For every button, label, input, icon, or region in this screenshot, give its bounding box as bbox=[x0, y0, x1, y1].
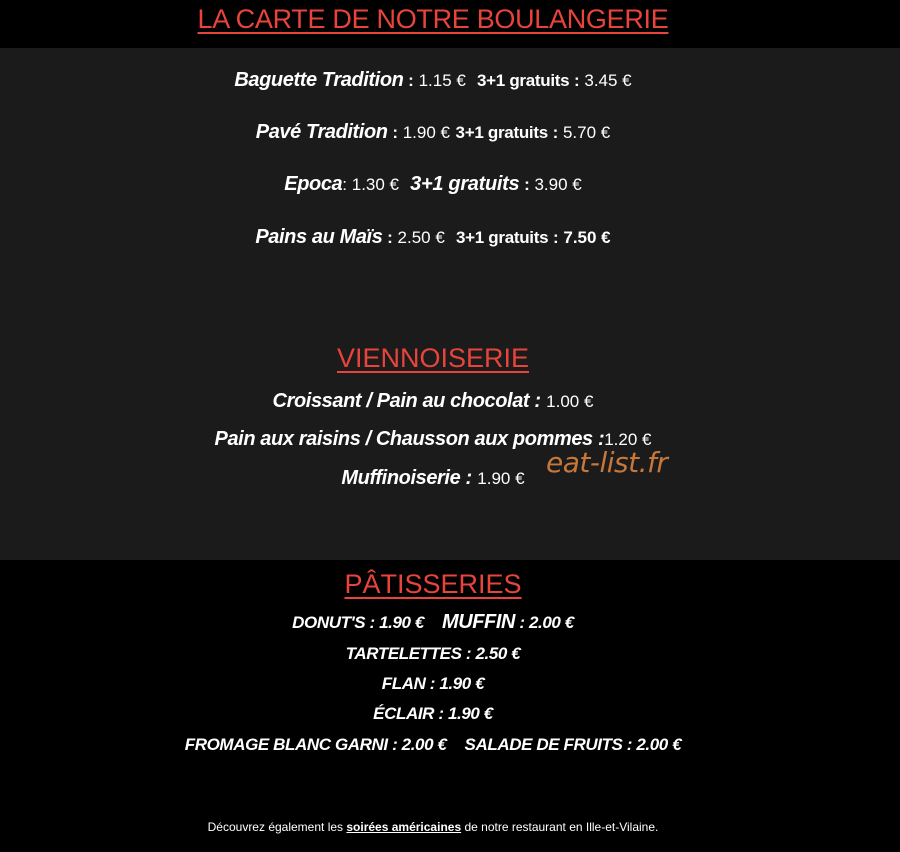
item-name: Pain aux raisins / Chausson aux pommes : bbox=[214, 428, 605, 450]
menu-item-epoca bbox=[0, 173, 866, 196]
menu-item-muffinoiserie bbox=[0, 467, 866, 490]
menu-item-pave bbox=[0, 121, 866, 144]
promo-sep: : bbox=[547, 123, 563, 142]
section-title-patisseries: PÂTISSERIES bbox=[344, 569, 522, 599]
promo-price: 5.70 € bbox=[562, 123, 611, 142]
item-price: 1.15 € bbox=[418, 71, 466, 90]
item-name: Muffinoiserie : bbox=[341, 467, 472, 489]
promo-label: 3+1 gratuits bbox=[455, 228, 549, 247]
promo-sep: : bbox=[548, 228, 564, 247]
soirees-americaines-link[interactable]: soirées américaines bbox=[346, 820, 462, 834]
pastry-line bbox=[0, 611, 866, 634]
footer-prefix: Découvrez également les bbox=[207, 820, 347, 834]
section-title-boulangerie: LA CARTE DE NOTRE BOULANGERIE bbox=[197, 4, 669, 34]
item-sep: : bbox=[403, 71, 419, 90]
pastry-line bbox=[0, 644, 866, 664]
item-name: Croissant / Pain au chocolat : bbox=[272, 390, 541, 412]
item-price: 2.50 € bbox=[397, 228, 445, 247]
menu-item-pain-raisins bbox=[0, 428, 866, 451]
item-name: Baguette Tradition bbox=[234, 69, 404, 91]
promo-sep: : bbox=[519, 175, 535, 194]
item-price: 1.90 € bbox=[477, 469, 525, 488]
pastry-line bbox=[0, 674, 866, 694]
pastry-line bbox=[0, 735, 866, 755]
item-price: 1.30 € bbox=[351, 175, 399, 194]
item-sep: : bbox=[382, 228, 398, 247]
promo-label: 3+1 gratuits bbox=[476, 71, 570, 90]
footer-suffix: de notre restaurant en Ille-et-Vilaine. bbox=[461, 820, 659, 834]
promo-sep: : bbox=[569, 71, 585, 90]
section-title-viennoiserie: VIENNOISERIE bbox=[336, 343, 530, 373]
pastry-item-fromage-blanc: FROMAGE BLANC GARNI : 2.00 € bbox=[184, 735, 447, 754]
pastry-item-tartelettes: TARTELETTES : 2.50 € bbox=[345, 644, 521, 663]
watermark-logo: eat-list.fr bbox=[546, 446, 668, 479]
item-name: Epoca bbox=[284, 173, 343, 195]
menu-item-croissant bbox=[0, 390, 866, 413]
pastry-item-flan: FLAN : 1.90 € bbox=[381, 674, 485, 693]
pastry-item-salade-fruits: SALADE DE FRUITS : 2.00 € bbox=[464, 735, 682, 754]
promo-price: 3.45 € bbox=[584, 71, 632, 90]
pastry-item-donuts: DONUT'S : 1.90 € bbox=[292, 613, 424, 632]
item-price: 1.20 € bbox=[604, 430, 652, 449]
pastry-item-muffin-price: : 2.00 € bbox=[515, 613, 574, 632]
promo-price: 7.50 € bbox=[563, 228, 611, 247]
pastry-line bbox=[0, 704, 866, 724]
item-price: 1.00 € bbox=[546, 392, 594, 411]
item-price: 1.90 € bbox=[402, 123, 450, 142]
promo-price: 3.90 € bbox=[534, 175, 582, 194]
pastry-item-muffin-name: MUFFIN bbox=[441, 611, 516, 633]
item-name: Pavé Tradition bbox=[255, 121, 388, 143]
promo-label: 3+1 gratuits bbox=[455, 123, 548, 142]
menu-item-baguette bbox=[0, 69, 866, 92]
item-name: Pains au Maïs bbox=[255, 226, 383, 248]
item-sep: : bbox=[387, 123, 403, 142]
promo-label: 3+1 gratuits bbox=[410, 173, 520, 195]
item-sep: : bbox=[342, 175, 352, 194]
menu-item-mais bbox=[0, 226, 866, 249]
footer-note bbox=[0, 820, 866, 834]
pastry-item-eclair: ÉCLAIR : 1.90 € bbox=[373, 704, 493, 723]
